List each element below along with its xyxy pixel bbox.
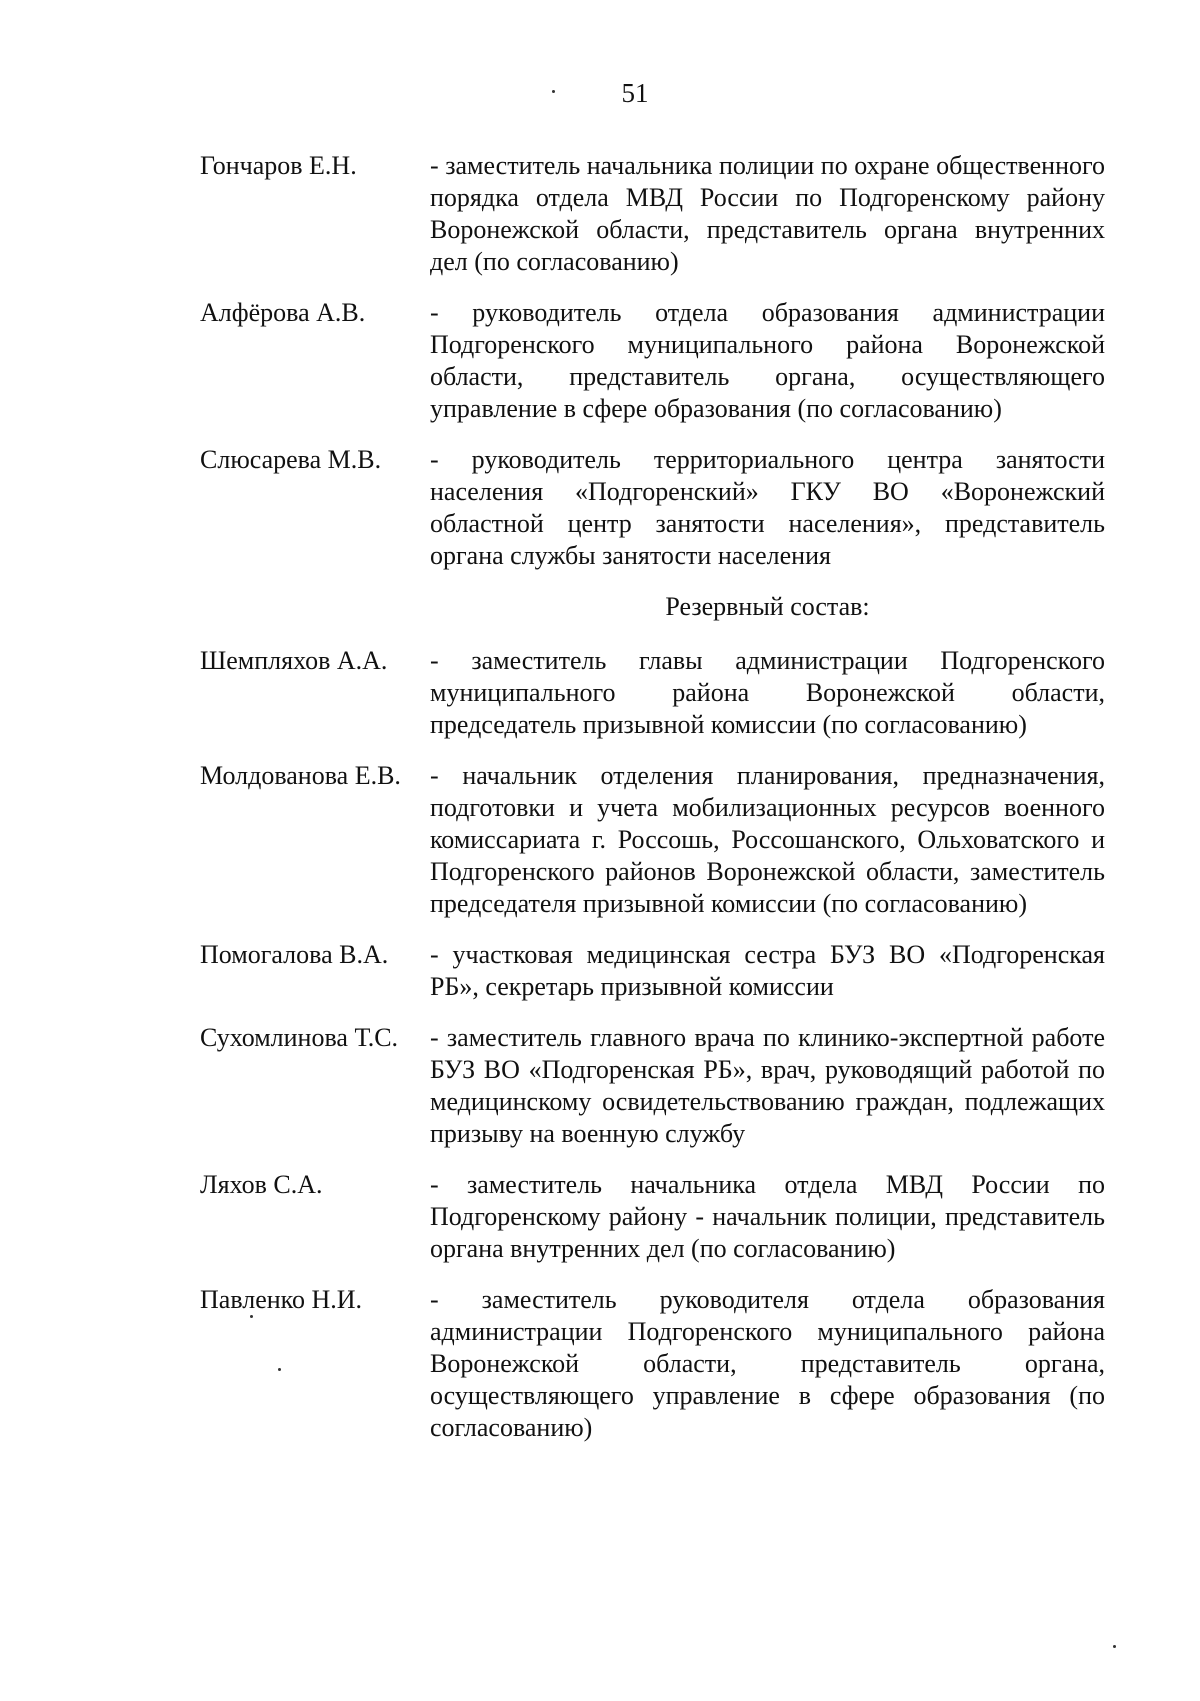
member-name: Ляхов С.А. [200,1170,323,1199]
member-role: - участковая медицинская сестра БУЗ ВО «Подгоренская РБ», секретарь призывной комиссии [430,940,1105,1001]
member-name: Молдованова Е.В. [200,761,401,790]
member-name: Слюсарева М.В. [200,445,382,474]
member-role: - заместитель начальника отдела МВД России по Подгоренскому району - начальник полиции, представитель органа внутренних дел (по согласованию) [430,1170,1105,1263]
member-name: Шемпляхов А.А. [200,646,388,675]
member-name: Гончаров Е.Н. [200,151,357,180]
commission-list [200,150,1105,1463]
member-role: - руководитель территориального центра занятости населения «Подгоренский» ГКУ ВО «Воронежский областной центр занятости населения», представитель органа службы занятости населения [430,445,1105,570]
member-name: Сухомлинова Т.С. [200,1023,399,1052]
member-entry [200,297,1105,425]
member-role: - заместитель главы администрации Подгоренского муниципального района Воронежской области, председатель призывной комиссии (по согласованию) [430,646,1105,739]
reserve-member-entry [200,1169,1105,1265]
reserve-heading: Резервный состав: [665,592,870,621]
member-name: Помогалова В.А. [200,940,389,969]
reserve-member-entry [200,760,1105,920]
member-role: - заместитель главного врача по клинико-экспертной работе БУЗ ВО «Подгоренская РБ», врач, руководящий работой по медицинскому освидетельствованию граждан, подлежащих призыву на военную службу [430,1023,1105,1148]
member-entry [200,150,1105,278]
member-entry [200,444,1105,572]
member-role: - заместитель руководителя отдела образования администрации Подгоренского муниципального района Воронежской области, представитель органа, осуществляющего управление в сфере образования (по согласованию) [430,1285,1105,1442]
reserve-member-entry [200,645,1105,741]
page-number: 51 [621,78,649,108]
reserve-member-entry [200,939,1105,1003]
member-name: Алфёрова А.В. [200,298,366,327]
scan-speck [1113,1645,1116,1648]
member-role: - руководитель отдела образования администрации Подгоренского муниципального района Воронежской области, представитель органа, осуществляющего управление в сфере образования (по согласованию) [430,298,1105,423]
member-role: - начальник отделения планирования, предназначения, подготовки и учета мобилизационных ресурсов военного комиссариата г. Россошь, Россошанского, Ольховатского и Подгоренского районов Воронежской области, заместитель председателя призывной комиссии (по согласованию) [430,761,1105,918]
member-role: - заместитель начальника полиции по охране общественного порядка отдела МВД России по Подгоренскому району Воронежской области, представитель органа внутренних дел (по согласованию) [430,151,1105,276]
member-name: Павленко Н.И. [200,1285,363,1314]
reserve-member-entry [200,1284,1105,1444]
reserve-member-entry [200,1022,1105,1150]
